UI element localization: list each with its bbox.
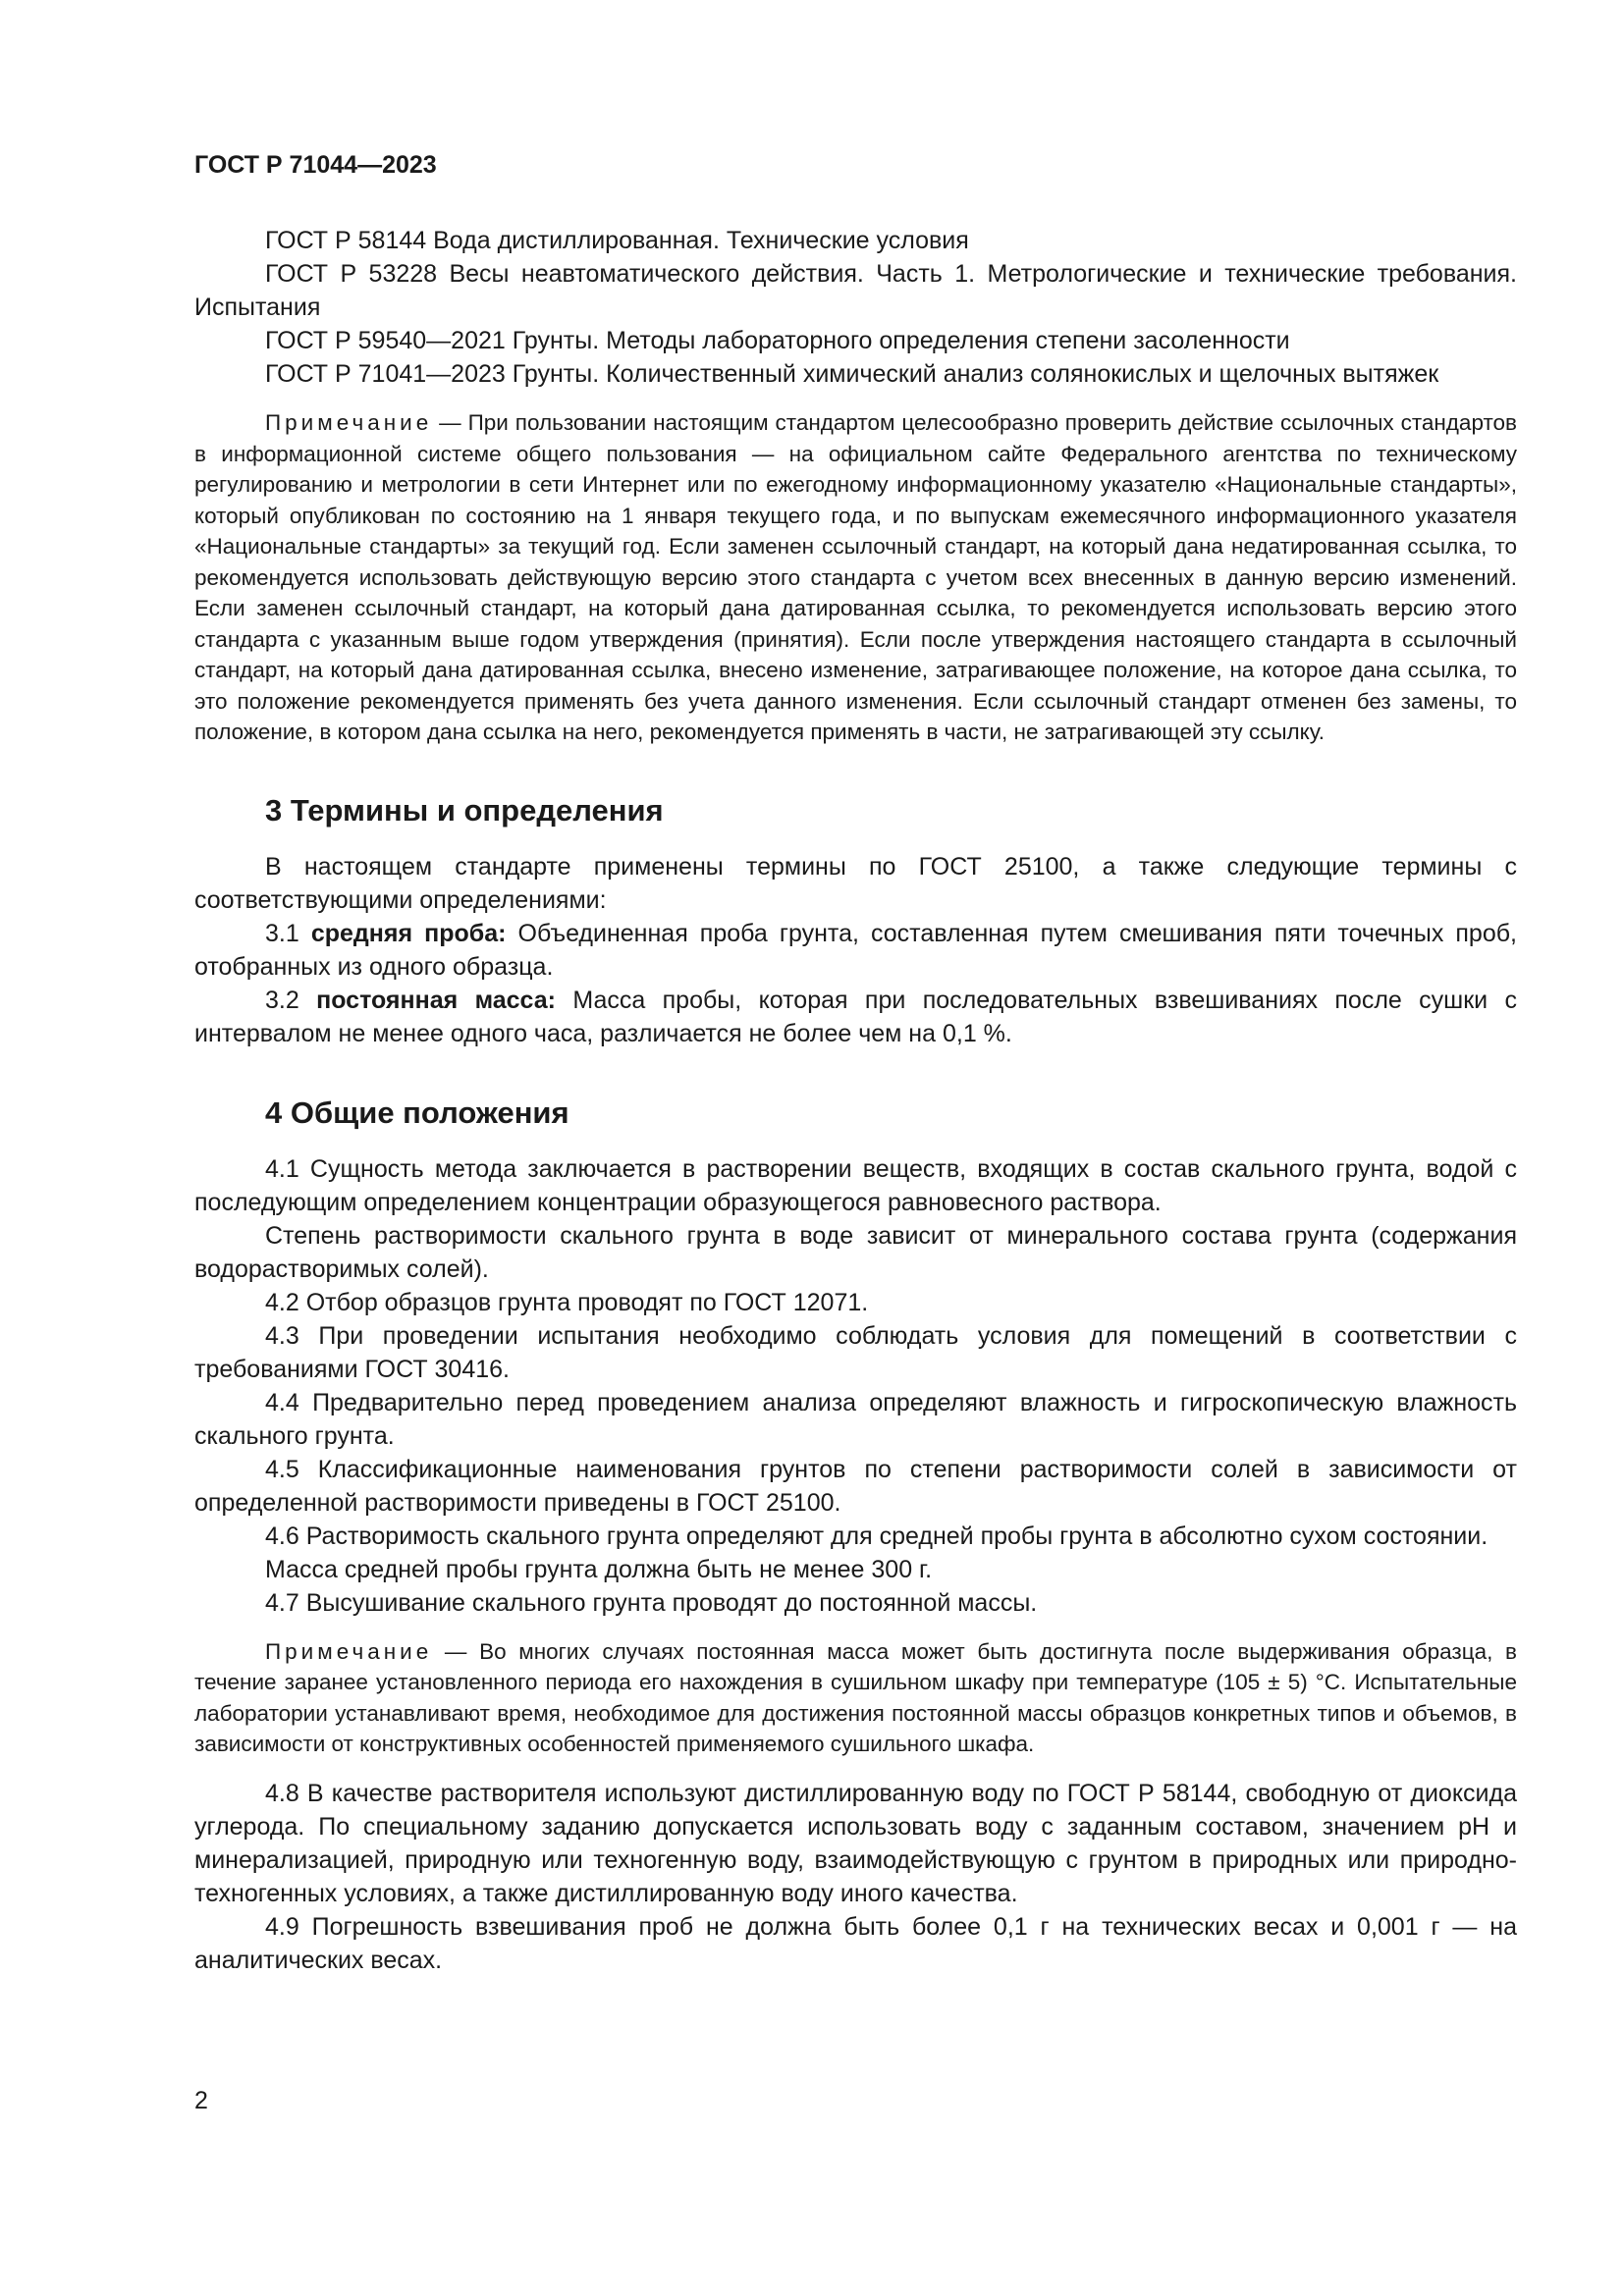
document-page [194,147,1517,1977]
document-header: ГОСТ Р 71044—2023 [194,151,437,179]
paragraph: Степень растворимости скального грунта в воде зависит от минерального состава грунта (содержания водорастворимых солей). [194,1221,1517,1283]
paragraph: Масса средней пробы грунта должна быть не менее 300 г. [265,1555,933,1583]
term-definition [194,984,1517,1050]
note-text: — Во многих случаях постоянная масса может быть достигнута после выдерживания образца, в течение заранее установленного периода его нахождения в сушильном шкафу при температуре (105 ± 5) °С. Испытательные лаборатории устанавливают время, необходимое для достижения постоянной массы образцов конкретных типов и объемов, в зависимости от конструктивных особенностей применяемого сушильного шкафа. [194,1638,1517,1756]
term-text: Объединенная проба грунта, составленная путем смешивания пяти точечных проб, отобранных из одного образца. [194,919,1517,981]
reference-item: ГОСТ Р 53228 Весы неавтоматического действия. Часть 1. Метрологические и технические требования. Испытания [194,260,1517,321]
paragraph-4-4: 4.4 Предварительно перед проведением анализа определяют влажность и гигроскопическую влажность скального грунта. [194,1388,1517,1450]
note-label: Примечание [265,410,433,435]
note-label: Примечание [265,1638,433,1664]
paragraph-4-7: 4.7 Высушивание скального грунта проводят до постоянной массы. [265,1588,1038,1617]
term-text: Масса пробы, которая при последовательных взвешиваниях после сушки с интервалом не менее одного часа, различается не более чем на 0,1 %. [194,986,1517,1047]
section-3-title: 3 Термины и определения [265,792,664,828]
paragraph-4-1: 4.1 Сущность метода заключается в растворении веществ, входящих в состав скального грунта, водой с последующим определением концентрации образующегося равновесного раствора. [194,1154,1517,1216]
paragraph-4-6: 4.6 Растворимость скального грунта определяют для средней пробы грунта в абсолютно сухом состоянии. [265,1522,1489,1550]
paragraph-4-5: 4.5 Классификационные наименования грунтов по степени растворимости солей в зависимости от определенной растворимости приведены в ГОСТ 25100. [194,1455,1517,1517]
section-3-intro: В настоящем стандарте применены термины по ГОСТ 25100, а также следующие термины с соответствующими определениями: [194,852,1517,914]
paragraph-4-3: 4.3 При проведении испытания необходимо соблюдать условия для помещений в соответствии с требованиями ГОСТ 30416. [194,1321,1517,1383]
paragraph-4-2: 4.2 Отбор образцов грунта проводят по ГОСТ 12071. [265,1288,869,1316]
paragraph-4-9: 4.9 Погрешность взвешивания проб не должна быть более 0,1 г на технических весах и 0,001 г — на аналитических весах. [194,1912,1517,1974]
reference-item: ГОСТ Р 58144 Вода дистиллированная. Технические условия [265,227,969,254]
paragraph-4-8: 4.8 В качестве растворителя используют дистиллированную воду по ГОСТ Р 58144, свободную от диоксида углерода. По специальному заданию допускается использовать воду с заданным составом, значением рН и минерализацией, природную или техногенную воду, взаимодействующую с грунтом в природных или природно-техногенных условиях, а также дистиллированную воду иного качества. [194,1779,1517,1907]
term-name: средняя проба: [310,919,507,947]
reference-item: ГОСТ Р 59540—2021 Грунты. Методы лабораторного определения степени засоленности [265,327,1290,354]
term-name: постоянная масса: [316,986,556,1014]
reference-item: ГОСТ Р 71041—2023 Грунты. Количественный химический анализ солянокислых и щелочных вытяжек [265,360,1439,388]
term-definition [194,917,1517,984]
page-number: 2 [194,2087,208,2114]
term-number: 3.2 [265,986,317,1014]
note-text: — При пользовании настоящим стандартом целесообразно проверить действие ссылочных стандартов в информационной системе общего пользования — на официальном сайте Федерального агентства по техническому регулированию и метрологии в сети Интернет или по ежегодному информационному указателю «Национальные стандарты», который опубликован по состоянию на 1 января текущего года, и по выпускам ежемесячного информационного указателя «Национальные стандарты» за текущий год. Если заменен ссылочный стандарт, на который дана недатированная ссылка, то рекомендуется использовать действующую версию этого стандарта с учетом всех внесенных в данную версию изменений. Если заменен ссылочный стандарт, на который дана датированная ссылка, то рекомендуется использовать версию этого стандарта с указанным выше годом утверждения (принятия). Если после утверждения настоящего стандарта в ссылочный стандарт, на который дана датированная ссылка, внесено изменение, затрагивающее положение, на которое дана ссылка, то это положение рекомендуется применять без учета данного изменения. Если ссылочный стандарт отменен без замены, то положение, в котором дана ссылка на него, рекомендуется применять в части, не затрагивающей эту ссылку. [194,410,1517,744]
note-constant-mass [194,1636,1517,1760]
term-number: 3.1 [265,919,311,947]
note-references [194,407,1517,748]
section-4-title: 4 Общие положения [265,1095,569,1130]
